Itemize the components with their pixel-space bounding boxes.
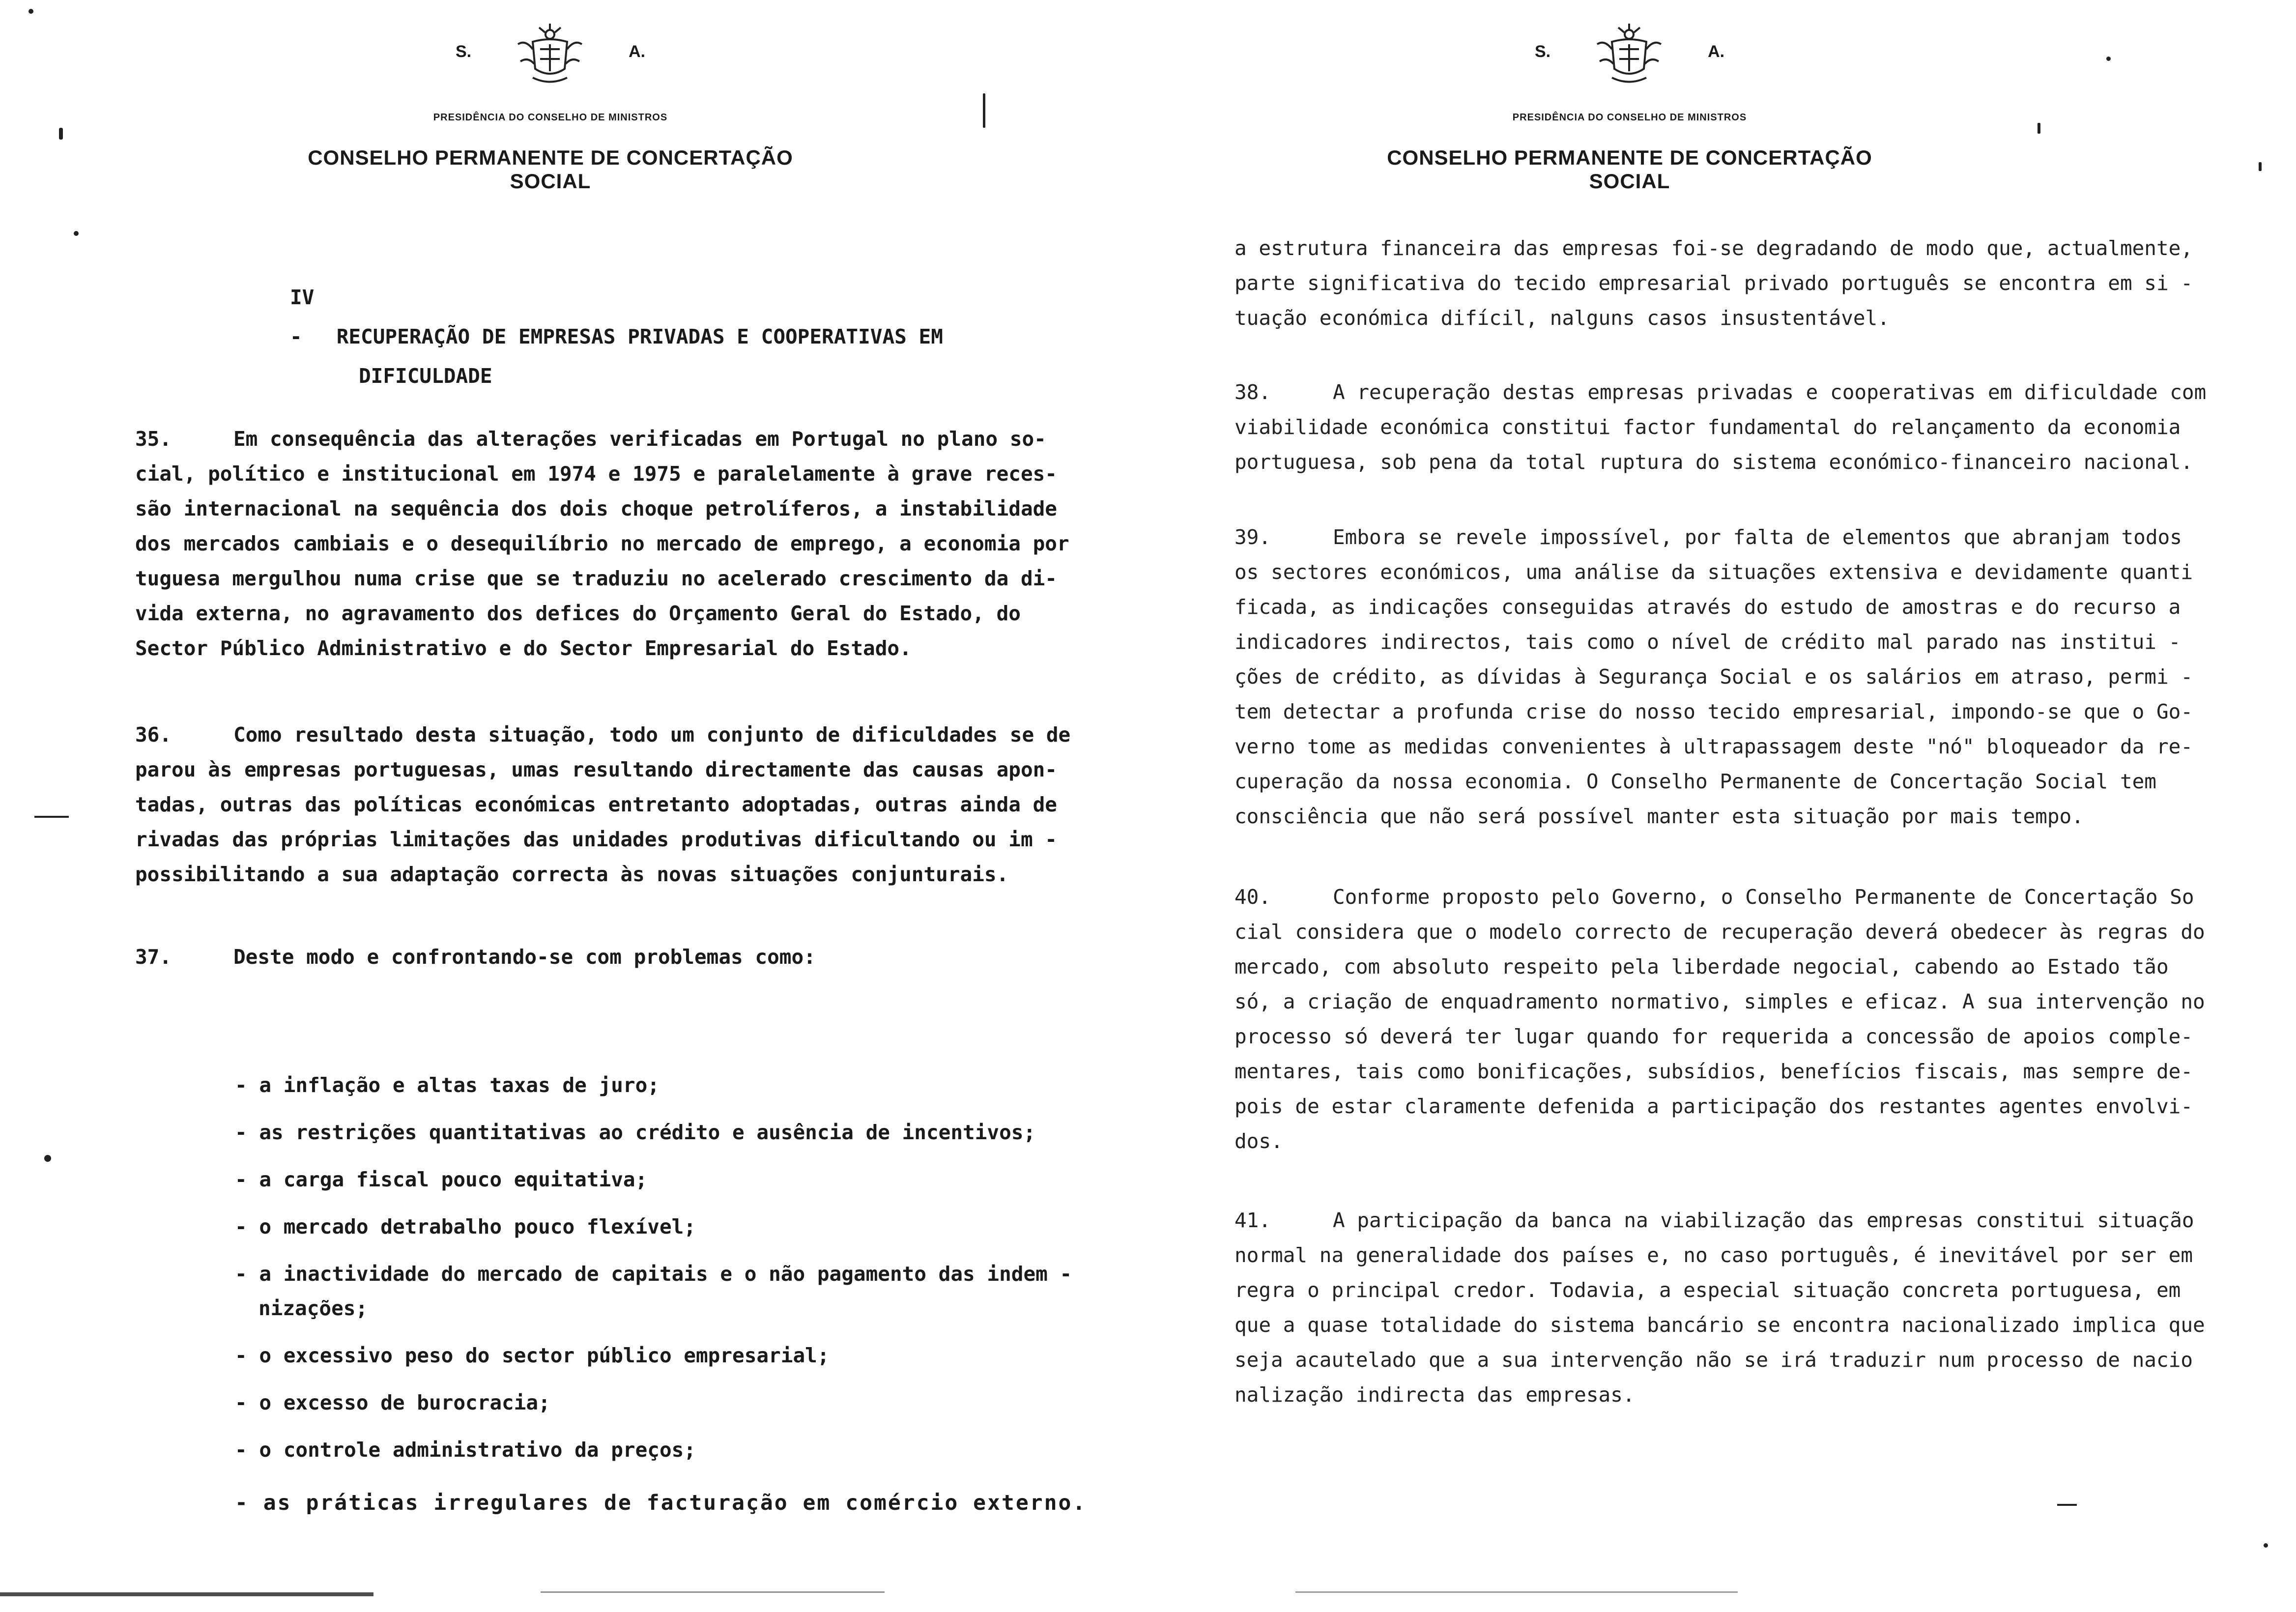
coat-of-arms-icon: [506, 15, 594, 88]
paragraph-continuation: [1234, 231, 2193, 336]
paragraph-line: A participação da banca na viabilização das empresas constitui situação: [1333, 1209, 2194, 1232]
paragraph-38: [1234, 375, 2206, 480]
paragraph-line: seja acautelado que a sua intervenção não se irá traduzir num processo de nacio: [1234, 1348, 2193, 1372]
seal-letter-right: A.: [629, 42, 646, 61]
list-item: - as restrições quantitativas ao crédito e ausência de incentivos;: [235, 1121, 1036, 1144]
scan-speck: [983, 93, 985, 128]
list-item: - o excesso de burocracia;: [235, 1391, 550, 1414]
letterhead: [280, 15, 821, 193]
paragraph-line: rivadas das próprias limitações das unidades produtivas dificultando ou im -: [135, 828, 1057, 851]
paragraph-37: [135, 940, 816, 975]
paragraph-line: dos mercados cambiais e o desequilíbrio no mercado de emprego, a economia por: [135, 532, 1069, 555]
paragraph-40: [1234, 880, 2205, 1159]
scan-edge-mark: [541, 1591, 885, 1593]
paragraph-line: Em consequência das alterações verificadas em Portugal no plano so-: [233, 427, 1046, 451]
list-item: - o mercado detrabalho pouco flexível;: [235, 1215, 696, 1238]
paragraph-line: tuação económica difícil, nalguns casos insustentável.: [1234, 306, 1890, 330]
paragraph-line: Como resultado desta situação, todo um conjunto de dificuldades se de: [233, 723, 1071, 747]
list-item: - a carga fiscal pouco equitativa;: [235, 1168, 648, 1191]
conselho-title: CONSELHO PERMANENTE DE CONCERTAÇÃO SOCIAL: [308, 146, 793, 193]
list-item-continuation: nizações;: [258, 1296, 368, 1320]
paragraph-line: Sector Público Administrativo e do Sector Empresarial do Estado.: [135, 636, 912, 660]
paragraph-line: Conforme proposto pelo Governo, o Conselho Permanente de Concertação So: [1333, 885, 2194, 909]
scan-mark: [34, 816, 69, 818]
paragraph-line: ficada, as indicações conseguidas através do estudo de amostras e do recurso a: [1234, 595, 2181, 619]
paragraph-line: regra o principal credor. Todavia, a especial situação concreta portuguesa, em: [1234, 1278, 2181, 1302]
scan-speck: [2106, 57, 2111, 61]
section-heading: [290, 278, 943, 396]
paragraph-line: tem detectar a profunda crise do nosso tecido empresarial, impondo-se que o Go-: [1234, 700, 2193, 723]
paragraph-line: cuperação da nossa economia. O Conselho Permanente de Concertação Social tem: [1234, 770, 2156, 793]
paragraph-line: tadas, outras das políticas económicas entretanto adoptadas, outras ainda de: [135, 793, 1057, 816]
paragraph-line: ções de crédito, as dívidas à Segurança Social e os salários em atraso, permi -: [1234, 665, 2193, 689]
paragraph-line: mentares, tais como bonificações, subsídios, benefícios fiscais, mas sempre de-: [1234, 1060, 2193, 1083]
presidencia-line: PRESIDÊNCIA DO CONSELHO DE MINISTROS: [433, 112, 668, 123]
paragraph-line: parou às empresas portuguesas, umas resultando directamente das causas apon-: [135, 758, 1057, 781]
paragraph-line: nalização indirecta das empresas.: [1234, 1383, 1635, 1407]
list-item: - a inactividade do mercado de capitais e o não pagamento das indem -: [235, 1262, 1072, 1286]
seal-letter-right: A.: [1708, 42, 1725, 61]
paragraph-line: a estrutura financeira das empresas foi-se degradando de modo que, actualmente,: [1234, 236, 2193, 260]
seal-row: [1359, 15, 1900, 88]
paragraph-line: os sectores económicos, uma análise da situações extensiva e devidamente quanti: [1234, 560, 2193, 584]
paragraph-line: consciência que não será possível manter esta situação por mais tempo.: [1234, 805, 2084, 828]
paragraph-number: 41.: [1234, 1209, 1271, 1232]
scan-edge-mark: [0, 1592, 373, 1596]
paragraph-line: dos.: [1234, 1129, 1283, 1153]
paragraph-line: portuguesa, sob pena da total ruptura do sistema económico-financeiro nacional.: [1234, 450, 2193, 474]
paragraph-line: processo só deverá ter lugar quando for requerida a concessão de apoios comple-: [1234, 1025, 2193, 1048]
list-item: - o excessivo peso do sector público empresarial;: [235, 1344, 830, 1367]
paragraph-line: mercado, com absoluto respeito pela liberdade negocial, cabendo ao Estado tão: [1234, 955, 2169, 979]
problem-list: [235, 1062, 1087, 1526]
scan-speck: [2264, 1543, 2268, 1548]
scan-speck: [2259, 162, 2262, 171]
paragraph-41: [1234, 1203, 2205, 1412]
scan-speck: [44, 1155, 51, 1162]
paragraph-line: A recuperação destas empresas privadas e cooperativas em dificuldade com: [1333, 380, 2207, 404]
seal-letter-left: S.: [1534, 42, 1551, 61]
paragraph-line: que a quase totalidade do sistema bancário se encontra nacionalizado implica que: [1234, 1313, 2205, 1337]
section-title-line1: RECUPERAÇÃO DE EMPRESAS PRIVADAS E COOPERATIVAS EM: [336, 325, 943, 348]
seal-letter-left: S.: [455, 42, 472, 61]
right-page: [1148, 0, 2296, 1612]
scan-speck: [74, 231, 79, 236]
seal-row: [280, 15, 821, 88]
letterhead: [1359, 15, 1900, 193]
paragraph-line: normal na generalidade dos países e, no caso português, é inevitável por ser em: [1234, 1243, 2193, 1267]
paragraph-number: 36.: [135, 723, 172, 747]
paragraph-number: 35.: [135, 427, 172, 451]
presidencia-line: PRESIDÊNCIA DO CONSELHO DE MINISTROS: [1512, 112, 1747, 123]
paragraph-line: são internacional na sequência dos dois choque petrolíferos, a instabilidade: [135, 497, 1057, 520]
paragraph-line: verno tome as medidas convenientes à ultrapassagem deste "nó" bloqueador da re-: [1234, 735, 2193, 758]
paragraph-line: viabilidade económica constitui factor fundamental do relançamento da economia: [1234, 415, 2181, 439]
paragraph-line: Deste modo e confrontando-se com problemas como:: [233, 945, 816, 969]
conselho-title: CONSELHO PERMANENTE DE CONCERTAÇÃO SOCIAL: [1387, 146, 1872, 193]
paragraph-line: vida externa, no agravamento dos defices do Orçamento Geral do Estado, do: [135, 602, 1021, 625]
paragraph-line: cial, político e institucional em 1974 e 1975 e paralelamente à grave reces-: [135, 462, 1057, 486]
scan-speck: [29, 9, 33, 14]
paragraph-line: Embora se revele impossível, por falta de elementos que abranjam todos: [1333, 525, 2182, 549]
paragraph-line: possibilitando a sua adaptação correcta às novas situações conjunturais.: [135, 863, 1009, 886]
list-item: - o controle administrativo da preços;: [235, 1438, 696, 1462]
paragraph-number: 39.: [1234, 525, 1271, 549]
paragraph-line: só, a criação de enquadramento normativo, simples e eficaz. A sua intervenção no: [1234, 990, 2205, 1013]
paragraph-number: 40.: [1234, 885, 1271, 909]
paragraph-line: indicadores indirectos, tais como o nível de crédito mal parado nas institui -: [1234, 630, 2181, 654]
scan-mark: [2057, 1504, 2077, 1506]
section-title-line2: DIFICULDADE: [359, 364, 492, 388]
list-item: - as práticas irregulares de facturação em comércio externo.: [235, 1491, 1087, 1515]
coat-of-arms-icon: [1585, 15, 1673, 88]
paragraph-line: tuguesa mergulhou numa crise que se traduziu no acelerado crescimento da di-: [135, 567, 1057, 590]
paragraph-line: cial considera que o modelo correcto de recuperação deverá obedecer às regras do: [1234, 920, 2205, 944]
paragraph-35: [135, 422, 1069, 666]
list-item: - a inflação e altas taxas de juro;: [235, 1073, 660, 1097]
paragraph-number: 38.: [1234, 380, 1271, 404]
paragraph-36: [135, 718, 1070, 892]
scan-edge-mark: [1295, 1591, 1738, 1593]
scan-speck: [2038, 123, 2040, 134]
paragraph-39: [1234, 520, 2193, 834]
scan-speck: [59, 128, 63, 140]
section-number: IV -: [290, 286, 315, 348]
paragraph-number: 37.: [135, 945, 172, 969]
paragraph-line: pois de estar claramente defenida a participação dos restantes agentes envolvi-: [1234, 1094, 2193, 1118]
paragraph-line: parte significativa do tecido empresarial privado português se encontra em si -: [1234, 271, 2193, 295]
